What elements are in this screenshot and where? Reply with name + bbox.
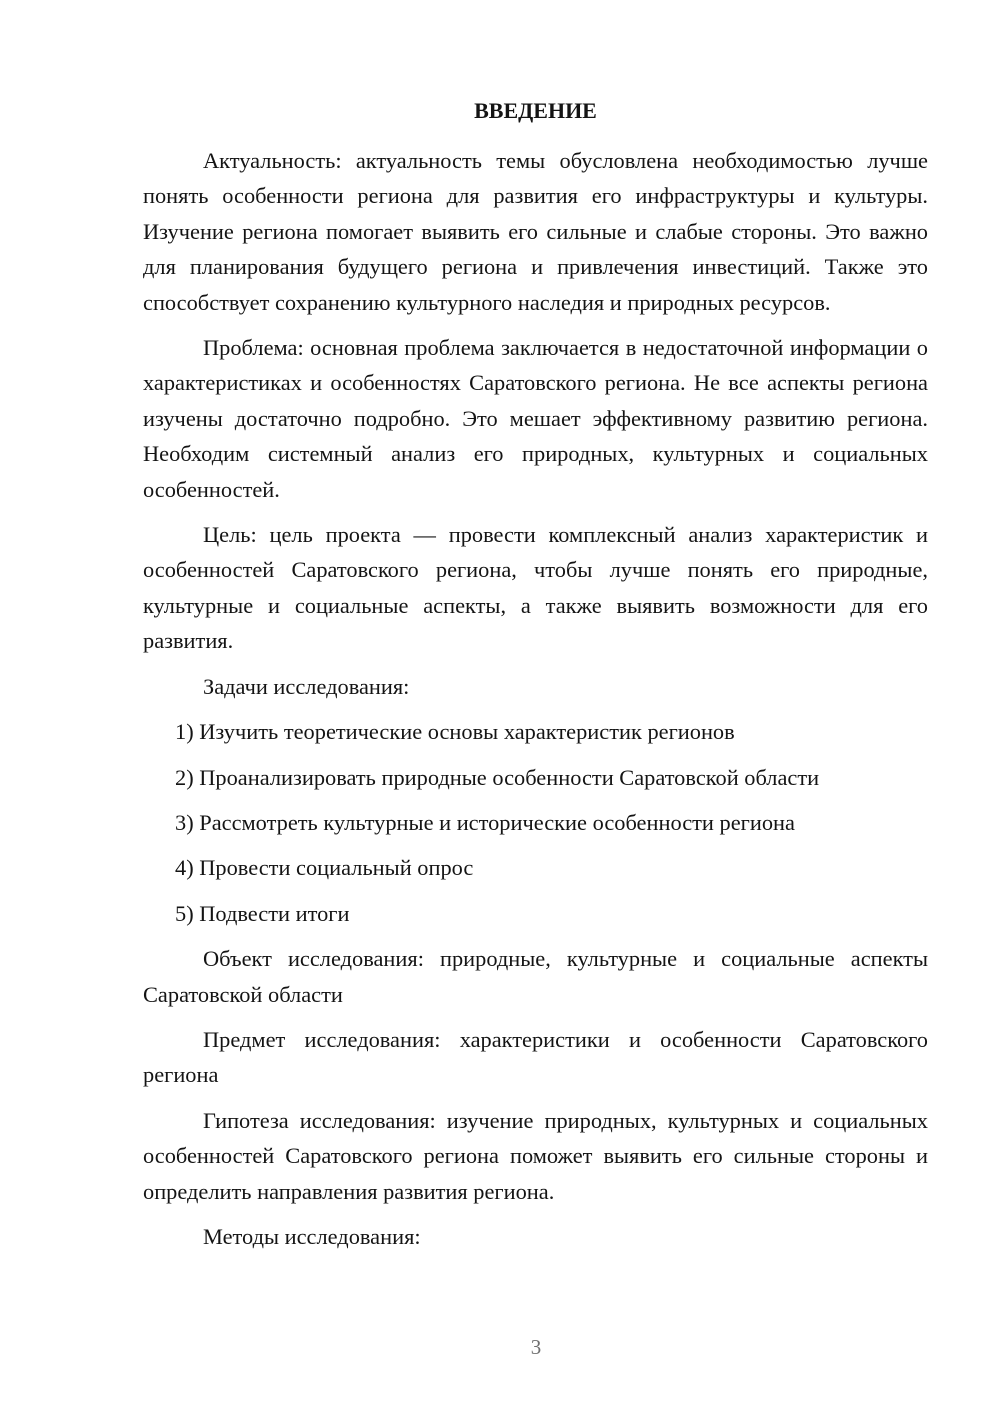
tasks-list (143, 714, 928, 931)
task-item: 5) Подвести итоги (175, 900, 350, 926)
object-paragraph: Объект исследования: природные, культурные и социальные аспекты Саратовской области (143, 946, 928, 1007)
task-item: 3) Рассмотреть культурные и исторические особенности региона (175, 809, 795, 835)
relevance-paragraph: Актуальность: актуальность темы обусловлена необходимостью лучше понять особенности региона для развития его инфраструктуры и культуры. Изучение региона помогает выявить его сильные и слабые стороны. Это важно для планирования будущего региона и привлечения инвестиций. Также это способствует сохранению культурного наследия и природных ресурсов. (143, 148, 928, 315)
problem-paragraph: Проблема: основная проблема заключается в недостаточной информации о характеристиках и особенностях Саратовского региона. Не все аспекты региона изучены достаточно подробно. Это мешает эффективному развитию региона. Необходим системный анализ его природных, культурных и социальных особенностей. (143, 335, 928, 502)
task-item: 1) Изучить теоретические основы характеристик регионов (175, 719, 735, 745)
task-item: 4) Провести социальный опрос (175, 855, 474, 881)
task-item: 2) Проанализировать природные особенности Саратовской области (175, 764, 820, 790)
document-body (143, 143, 928, 1264)
tasks-intro: Задачи исследования: (203, 673, 410, 699)
hypothesis-paragraph: Гипотеза исследования: изучение природных, культурных и социальных особенностей Саратовского региона поможет выявить его сильные стороны и определить направления развития региона. (143, 1107, 928, 1204)
page-title: ВВЕДЕНИЕ (474, 98, 597, 123)
methods-heading: Методы исследования: (203, 1223, 421, 1249)
subject-paragraph: Предмет исследования: характеристики и особенности Саратовского региона (143, 1026, 928, 1088)
page-number: 3 (530, 1335, 542, 1359)
goal-paragraph: Цель: цель проекта — провести комплексный анализ характеристик и особенностей Саратовского региона, чтобы лучше понять его природные, культурные и социальные аспекты, а также выявить возможности для его развития. (143, 522, 928, 654)
